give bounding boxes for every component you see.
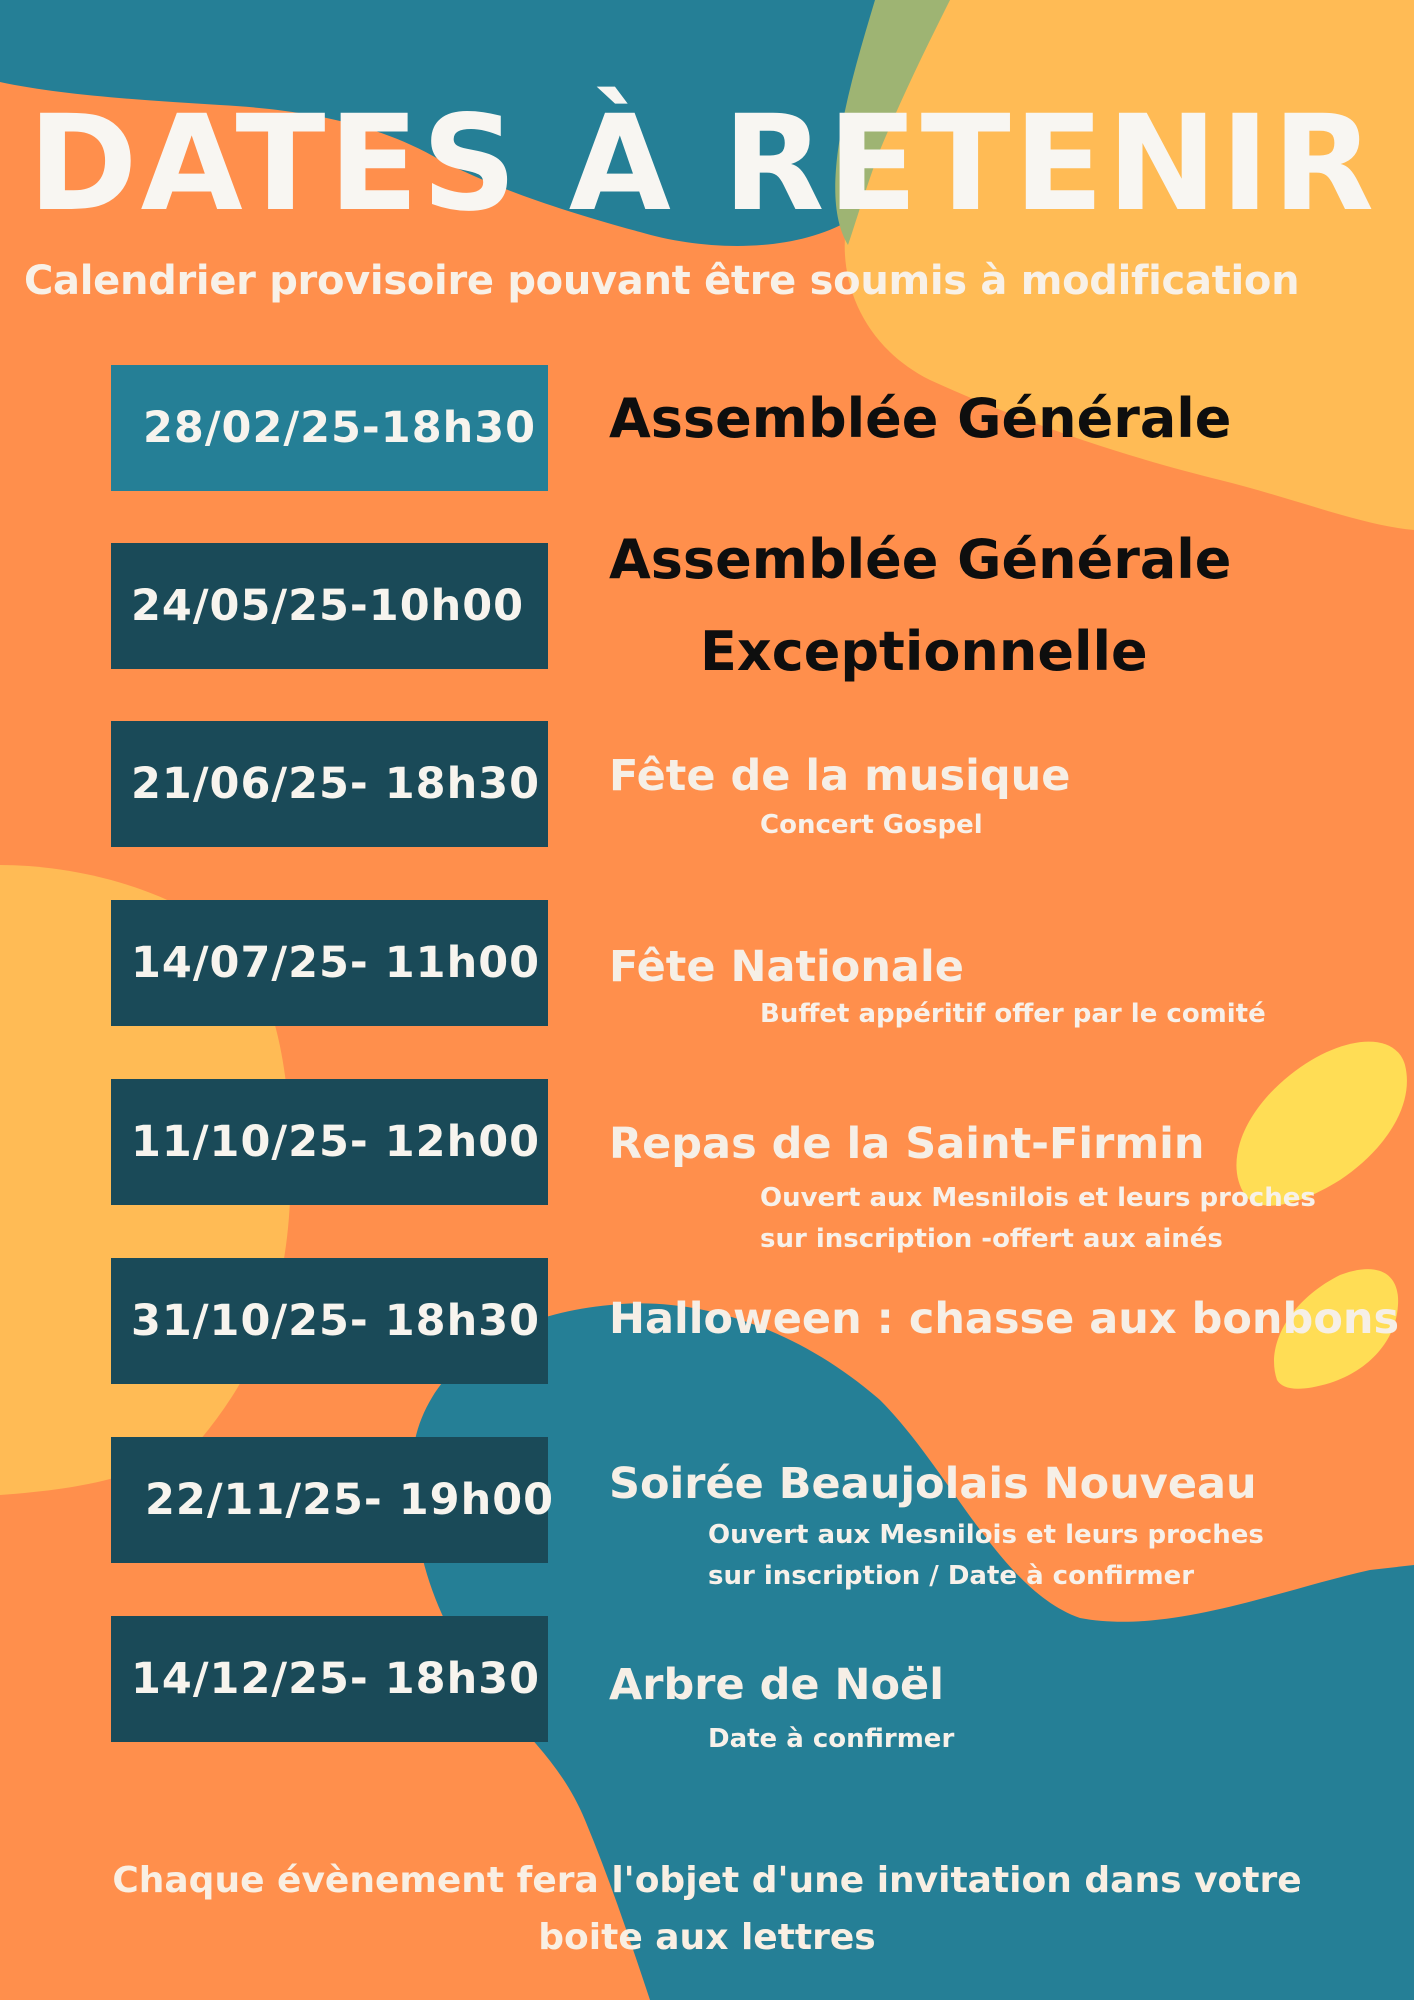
event-description-line-2: sur inscription -offert aux ainés — [760, 1224, 1223, 1254]
event-description: Buffet appéritif offer par le comité — [760, 999, 1266, 1029]
date-badge — [111, 721, 548, 847]
date-badge — [111, 1079, 548, 1205]
event-date: 14/12/25- 18h30 — [131, 1654, 541, 1704]
date-badge — [111, 900, 548, 1026]
date-badge — [111, 1437, 555, 1563]
event-item — [0, 1079, 1414, 1254]
date-badge — [111, 365, 548, 491]
event-title: Assemblée Générale — [609, 528, 1232, 591]
event-date: 21/06/25- 18h30 — [131, 759, 541, 809]
page-subtitle: Calendrier provisoire pouvant être soumis à modification — [24, 258, 1300, 304]
date-badge — [111, 1616, 548, 1742]
event-item — [0, 1258, 1414, 1384]
event-description: Ouvert aux Mesnilois et leurs proches — [708, 1520, 1264, 1550]
event-description: Date à confirmer — [708, 1724, 955, 1754]
event-date: 28/02/25-18h30 — [143, 403, 537, 453]
event-title-line-2: Exceptionnelle — [700, 620, 1148, 683]
event-description: Concert Gospel — [760, 810, 983, 840]
event-item — [0, 1616, 1414, 1754]
footer-note — [0, 1852, 1414, 1966]
event-date: 24/05/25-10h00 — [131, 581, 525, 631]
event-title: Halloween : chasse aux bonbons — [609, 1294, 1400, 1344]
date-badge — [111, 1258, 548, 1384]
event-description: Ouvert aux Mesnilois et leurs proches — [760, 1183, 1316, 1213]
event-title: Fête Nationale — [609, 942, 964, 992]
event-title: Soirée Beaujolais Nouveau — [609, 1459, 1257, 1509]
event-date: 31/10/25- 18h30 — [131, 1296, 541, 1346]
event-title: Fête de la musique — [609, 751, 1071, 801]
event-title: Repas de la Saint-Firmin — [609, 1119, 1205, 1169]
event-description-line-2: sur inscription / Date à confirmer — [708, 1561, 1195, 1591]
event-title: Assemblée Générale — [609, 387, 1232, 450]
date-badge — [111, 543, 548, 669]
footer-line-2: boite aux lettres — [538, 1917, 876, 1958]
event-item — [0, 528, 1414, 683]
event-item — [0, 1437, 1414, 1591]
event-item — [0, 900, 1414, 1029]
event-item — [0, 365, 1414, 491]
event-item — [0, 721, 1414, 847]
page-title: DATES À RETENIR — [28, 87, 1378, 241]
event-date: 14/07/25- 11h00 — [131, 938, 541, 988]
footer-line-1: Chaque évènement fera l'objet d'une invitation dans votre — [112, 1860, 1302, 1901]
event-title: Arbre de Noël — [609, 1660, 944, 1710]
event-date: 22/11/25- 19h00 — [145, 1475, 555, 1525]
event-date: 11/10/25- 12h00 — [131, 1117, 541, 1167]
